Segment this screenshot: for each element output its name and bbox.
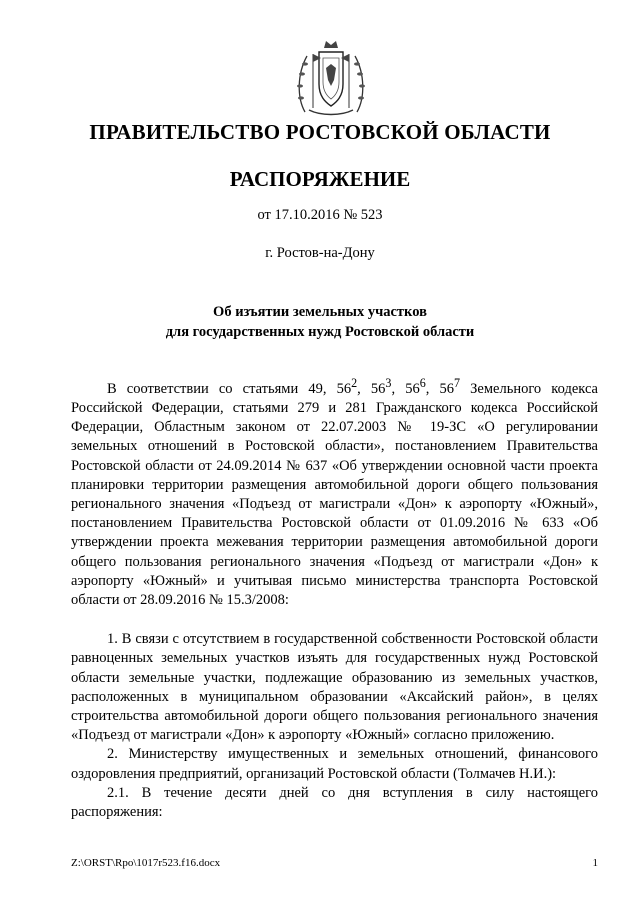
- document-city: г. Ростов-на-Дону: [265, 245, 375, 261]
- footer-page-number: 1: [592, 857, 598, 869]
- subject-line-2: для государственных нужд Ростовской области: [165, 324, 475, 340]
- document-date-number: от 17.10.2016 № 523: [257, 207, 383, 223]
- document-type: РАСПОРЯЖЕНИЕ: [229, 167, 411, 191]
- document-body: [71, 374, 598, 822]
- item-1-paragraph: 1. В связи с отсутствием в государственной собственности Ростовской области равноценных земельных участков изъять для государственных нужд Ростовской области земельные участки, подлежащие образованию из земельных участков, расположенных в муниципальном образовании «Аксайский район», в целях строительства автомобильной дороги общего пользования регионального значения «Подъезд от магистрали «Дон» к аэропорту «Южный» согласно приложению.: [71, 631, 598, 744]
- preamble-paragraph: В соответствии со статьями 49, $56^2$, $56^3$, $56^6$, $56^7$ Земельного кодекса Российской Федерации, статьями 279 и 281 Гражданского кодекса Российской Федерации, Областным законом от 22.07.2003 № 19-ЗС «О регулировании земельных отношений в Ростовской области», постановлением Правительства Ростовской области от 24.09.2014 № 637 «Об утверждении основной части проекта планировки территории размещения автомобильной дороги общего пользования регионального значения «Подъезд от магистрали «Дон» к аэропорту «Южный», постановлением Правительства Ростовской области от 01.09.2016 № 633 «Об утверждении проекта межевания территории размещения автомобильной дороги общего пользования регионального значения «Подъезд от магистрали «Дон» к аэропорту «Южный» и учитывая письмо министерства транспорта Ростовской области от 28.09.2016 № 15.3/2008:: [71, 376, 598, 609]
- item-2-1-paragraph: 2.1. В течение десяти дней со дня вступления в силу настоящего распоряжения:: [71, 784, 598, 821]
- document-subject: [0, 302, 640, 342]
- coat-of-arms-emblem: [295, 38, 367, 118]
- organization-title: ПРАВИТЕЛЬСТВО РОСТОВСКОЙ ОБЛАСТИ: [89, 120, 551, 144]
- footer-file-path: Z:\ORST\Rpo\1017r523.f16.docx: [71, 857, 221, 869]
- item-2-paragraph: 2. Министерству имущественных и земельных отношений, финансового оздоровления предприятий, организаций Ростовской области (Толмачев Н.И.):: [71, 746, 598, 782]
- subject-line-1: Об изъятии земельных участков: [213, 304, 427, 320]
